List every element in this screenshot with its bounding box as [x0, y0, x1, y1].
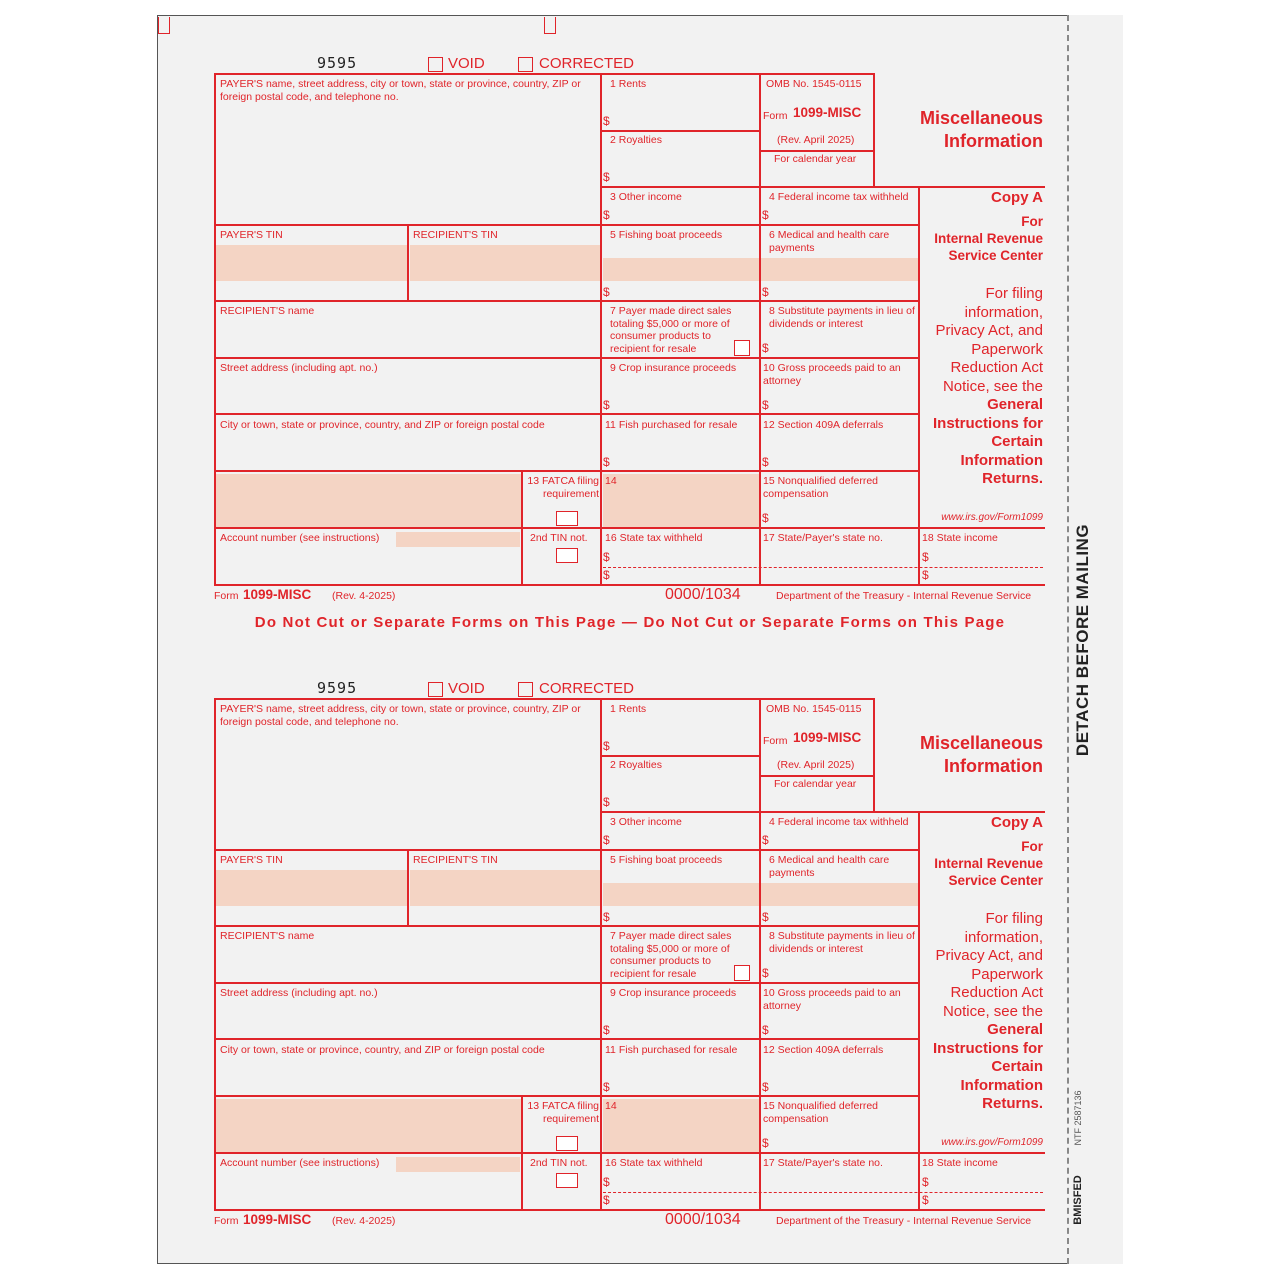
footer-form-name: 1099-MISC [243, 1212, 312, 1227]
box16-label: 16 State tax withheld [605, 1157, 703, 1169]
form-rule-line [601, 755, 761, 757]
catalog-number: 0000/1034 [665, 586, 741, 603]
box5-label: 5 Fishing boat proceeds [610, 854, 723, 866]
corrected-checkbox[interactable] [518, 57, 533, 72]
form-rule-line [214, 1209, 1045, 1211]
box14-label: 14 [605, 475, 617, 487]
form-name: 1099-MISC [793, 730, 862, 745]
account-number-label: Account number (see instructions) [220, 532, 380, 544]
box15-label: 15 Nonqualified deferred compensation [763, 1100, 878, 1125]
box16-dollar-1: $ [603, 550, 610, 564]
form-rule-line [214, 698, 216, 1211]
copy-for: For [1021, 214, 1043, 229]
blank-shading [216, 474, 521, 528]
box11-dollar: $ [603, 1080, 610, 1094]
street-address-label: Street address (including apt. no.) [220, 987, 378, 999]
fatca-label: 13 FATCA filing requirement [527, 475, 599, 500]
fatca-label: 13 FATCA filing requirement [527, 1100, 599, 1125]
footer-revision: (Rev. 4-2025) [332, 1215, 396, 1227]
form-rule-line [601, 130, 761, 132]
box18-dollar-2: $ [922, 1193, 929, 1207]
box15-label: 15 Nonqualified deferred compensation [763, 475, 878, 500]
form-title-line1: Miscellaneous [919, 733, 1043, 753]
form-rule-line [407, 849, 409, 927]
form-rule-line [214, 584, 1045, 586]
box3-label: 3 Other income [610, 191, 682, 203]
payer-info-label: PAYER'S name, street address, city or town, state or province, country, ZIP or foreign postal code, and telephone no. [220, 703, 581, 728]
copy-irs-line2: Service Center [948, 248, 1043, 263]
void-checkbox[interactable] [428, 57, 443, 72]
box5-dollar: $ [603, 285, 610, 299]
second-tin-checkbox[interactable] [556, 1173, 578, 1188]
form-rule-line [214, 527, 1045, 529]
second-tin-label: 2nd TIN not. [530, 1157, 588, 1169]
box12-label: 12 Section 409A deferrals [763, 1044, 884, 1056]
box12-dollar: $ [762, 455, 769, 469]
box10-label: 10 Gross proceeds paid to an attorney [763, 987, 901, 1012]
form-rule-line [214, 413, 920, 415]
form-rule-line [214, 982, 920, 984]
department-label: Department of the Treasury - Internal Revenue Service [776, 590, 1032, 602]
box5-6-shading [603, 258, 919, 281]
box5-label: 5 Fishing boat proceeds [610, 229, 723, 241]
box11-label: 11 Fish purchased for resale [605, 419, 738, 431]
state-dash-line [603, 1192, 1043, 1193]
recipient-tin-label: RECIPIENT'S TIN [413, 229, 498, 241]
corrected-label: CORRECTED [539, 680, 635, 697]
payer-tin-shading [216, 245, 407, 281]
form-name: 1099-MISC [793, 105, 862, 120]
fatca-checkbox[interactable] [556, 1136, 578, 1151]
form-code: BMISFED [1072, 1175, 1084, 1225]
form-rule-line [214, 1038, 920, 1040]
city-label: City or town, state or province, country, and ZIP or foreign postal code [220, 1044, 545, 1056]
box2-dollar: $ [603, 170, 610, 184]
box2-label: 2 Royalties [610, 759, 662, 771]
box14-shading [603, 474, 759, 528]
form-rule-line [214, 1152, 1045, 1154]
form-rule-line [214, 224, 920, 226]
footer-form-name: 1099-MISC [243, 587, 312, 602]
catalog-number: 0000/1034 [665, 1211, 741, 1228]
copy-a-label: Copy A [991, 189, 1043, 206]
box15-dollar: $ [762, 1136, 769, 1150]
city-label: City or town, state or province, country, and ZIP or foreign postal code [220, 419, 545, 431]
form-1099-misc-top [0, 0, 1280, 603]
form-rule-line [214, 73, 875, 75]
box18-dollar-2: $ [922, 568, 929, 582]
form-rule-line [759, 73, 761, 586]
form-title-line2: Information [944, 131, 1043, 151]
recipient-tin-shading [410, 245, 600, 281]
box3-label: 3 Other income [610, 816, 682, 828]
box8-dollar: $ [762, 341, 769, 355]
box12-dollar: $ [762, 1080, 769, 1094]
notice-instructions: General Instructions for Certain Information Returns. [932, 1021, 1043, 1112]
irs-website: www.irs.gov/Form1099 [941, 1137, 1043, 1148]
form-title-line2: Information [944, 756, 1043, 776]
street-address-label: Street address (including apt. no.) [220, 362, 378, 374]
payer-tin-shading [216, 870, 407, 906]
form-rule-line [873, 698, 875, 813]
notice-text: For filing information, Privacy Act, and Paperwork Reduction Act Notice, see the [935, 285, 1043, 395]
void-label: VOID [448, 55, 485, 72]
box7-checkbox[interactable] [734, 965, 750, 981]
form-rule-line [873, 73, 875, 188]
void-label: VOID [448, 680, 485, 697]
form-word: Form [763, 735, 788, 747]
revision: (Rev. April 2025) [777, 134, 855, 146]
box10-dollar: $ [762, 398, 769, 412]
form-rule-line [214, 470, 920, 472]
form-rule-line [761, 150, 875, 152]
box2-dollar: $ [603, 795, 610, 809]
account-shading [396, 1157, 520, 1172]
state-dash-line [603, 567, 1043, 568]
box18-dollar-1: $ [922, 1175, 929, 1189]
form-rule-line [601, 811, 1045, 813]
second-tin-checkbox[interactable] [556, 548, 578, 563]
box12-label: 12 Section 409A deferrals [763, 419, 884, 431]
box1-label: 1 Rents [610, 78, 647, 90]
form-word: Form [763, 110, 788, 122]
box4-label: 4 Federal income tax withheld [769, 191, 909, 203]
form-rule-line [214, 73, 216, 586]
irs-website: www.irs.gov/Form1099 [941, 512, 1043, 523]
separation-warning: Do Not Cut or Separate Forms on This Page — Do Not Cut or Separate Forms on This Page [254, 614, 1006, 631]
account-number-label: Account number (see instructions) [220, 1157, 380, 1169]
void-checkbox[interactable] [428, 682, 443, 697]
copy-a-label: Copy A [991, 814, 1043, 831]
box16-label: 16 State tax withheld [605, 532, 703, 544]
box16-dollar-2: $ [603, 1193, 610, 1207]
box4-dollar: $ [762, 833, 769, 847]
box1-dollar: $ [603, 739, 610, 753]
box6-label: 6 Medical and health care payments [769, 229, 890, 254]
footer-form-word: Form [214, 590, 239, 602]
box6-dollar: $ [762, 910, 769, 924]
box15-dollar: $ [762, 511, 769, 525]
box7-label: 7 Payer made direct sales totaling $5,000 or more of consumer products to recipient for resale [610, 930, 732, 980]
calendar-year-label: For calendar year [774, 778, 857, 790]
box1-dollar: $ [603, 114, 610, 128]
box8-dollar: $ [762, 966, 769, 980]
box16-dollar-1: $ [603, 1175, 610, 1189]
copy-irs-line1: Internal Revenue [934, 231, 1043, 246]
box7-checkbox[interactable] [734, 340, 750, 356]
box18-label: 18 State income [922, 532, 998, 544]
form-rule-line [601, 186, 1045, 188]
payer-tin-label: PAYER'S TIN [220, 854, 283, 866]
box6-label: 6 Medical and health care payments [769, 854, 890, 879]
form-rule-line [214, 357, 920, 359]
form-rule-line [214, 1095, 920, 1097]
revision: (Rev. April 2025) [777, 759, 855, 771]
box8-label: 8 Substitute payments in lieu of dividends or interest [769, 930, 915, 955]
box11-label: 11 Fish purchased for resale [605, 1044, 738, 1056]
form-rule-line [761, 775, 875, 777]
recipient-tin-shading [410, 870, 600, 906]
form-id-number: 9595 [317, 54, 358, 72]
box10-dollar: $ [762, 1023, 769, 1037]
form-rule-line [214, 849, 920, 851]
second-tin-label: 2nd TIN not. [530, 532, 588, 544]
corrected-label: CORRECTED [539, 55, 635, 72]
box2-label: 2 Royalties [610, 134, 662, 146]
form-title-line1: Miscellaneous [919, 108, 1043, 128]
notice-text: For filing information, Privacy Act, and Paperwork Reduction Act Notice, see the [935, 910, 1043, 1020]
recipient-tin-label: RECIPIENT'S TIN [413, 854, 498, 866]
box3-dollar: $ [603, 208, 610, 222]
omb-number: OMB No. 1545-0115 [766, 78, 862, 90]
payer-tin-label: PAYER'S TIN [220, 229, 283, 241]
box14-label: 14 [605, 1100, 617, 1112]
recipient-name-label: RECIPIENT'S name [220, 930, 315, 942]
footer-form-word: Form [214, 1215, 239, 1227]
notice-instructions: General Instructions for Certain Information Returns. [932, 396, 1043, 487]
copy-for: For [1021, 839, 1043, 854]
form-rule-line [214, 300, 920, 302]
box8-label: 8 Substitute payments in lieu of dividends or interest [769, 305, 915, 330]
form-rule-line [214, 925, 920, 927]
fatca-checkbox[interactable] [556, 511, 578, 526]
box10-label: 10 Gross proceeds paid to an attorney [763, 362, 901, 387]
box14-shading [603, 1099, 759, 1153]
box11-dollar: $ [603, 455, 610, 469]
omb-number: OMB No. 1545-0115 [766, 703, 862, 715]
calendar-year-label: For calendar year [774, 153, 857, 165]
box1-label: 1 Rents [610, 703, 647, 715]
box5-dollar: $ [603, 910, 610, 924]
box3-dollar: $ [603, 833, 610, 847]
form-rule-line [600, 73, 602, 586]
box16-dollar-2: $ [603, 568, 610, 582]
copy-irs-line1: Internal Revenue [934, 856, 1043, 871]
box17-label: 17 State/Payer's state no. [763, 532, 883, 544]
box17-label: 17 State/Payer's state no. [763, 1157, 883, 1169]
copy-irs-line2: Service Center [948, 873, 1043, 888]
payer-info-label: PAYER'S name, street address, city or town, state or province, country, ZIP or foreign postal code, and telephone no. [220, 78, 581, 103]
box4-label: 4 Federal income tax withheld [769, 816, 909, 828]
form-rule-line [600, 698, 602, 1211]
account-shading [396, 532, 520, 547]
box9-dollar: $ [603, 1023, 610, 1037]
form-rule-line [214, 698, 875, 700]
detach-label: DETACH BEFORE MAILING [1073, 523, 1092, 757]
box5-6-shading [603, 883, 919, 906]
box4-dollar: $ [762, 208, 769, 222]
box6-dollar: $ [762, 285, 769, 299]
footer-revision: (Rev. 4-2025) [332, 590, 396, 602]
form-rule-line [759, 698, 761, 1211]
form-rule-line [407, 224, 409, 302]
box9-label: 9 Crop insurance proceeds [610, 362, 737, 374]
department-label: Department of the Treasury - Internal Revenue Service [776, 1215, 1032, 1227]
ntf-code: NTF 2587136 [1073, 1090, 1083, 1146]
blank-shading [216, 1099, 521, 1153]
corrected-checkbox[interactable] [518, 682, 533, 697]
box9-label: 9 Crop insurance proceeds [610, 987, 737, 999]
box18-dollar-1: $ [922, 550, 929, 564]
box9-dollar: $ [603, 398, 610, 412]
recipient-name-label: RECIPIENT'S name [220, 305, 315, 317]
box7-label: 7 Payer made direct sales totaling $5,000 or more of consumer products to recipient for resale [610, 305, 732, 355]
box18-label: 18 State income [922, 1157, 998, 1169]
form-id-number: 9595 [317, 679, 358, 697]
